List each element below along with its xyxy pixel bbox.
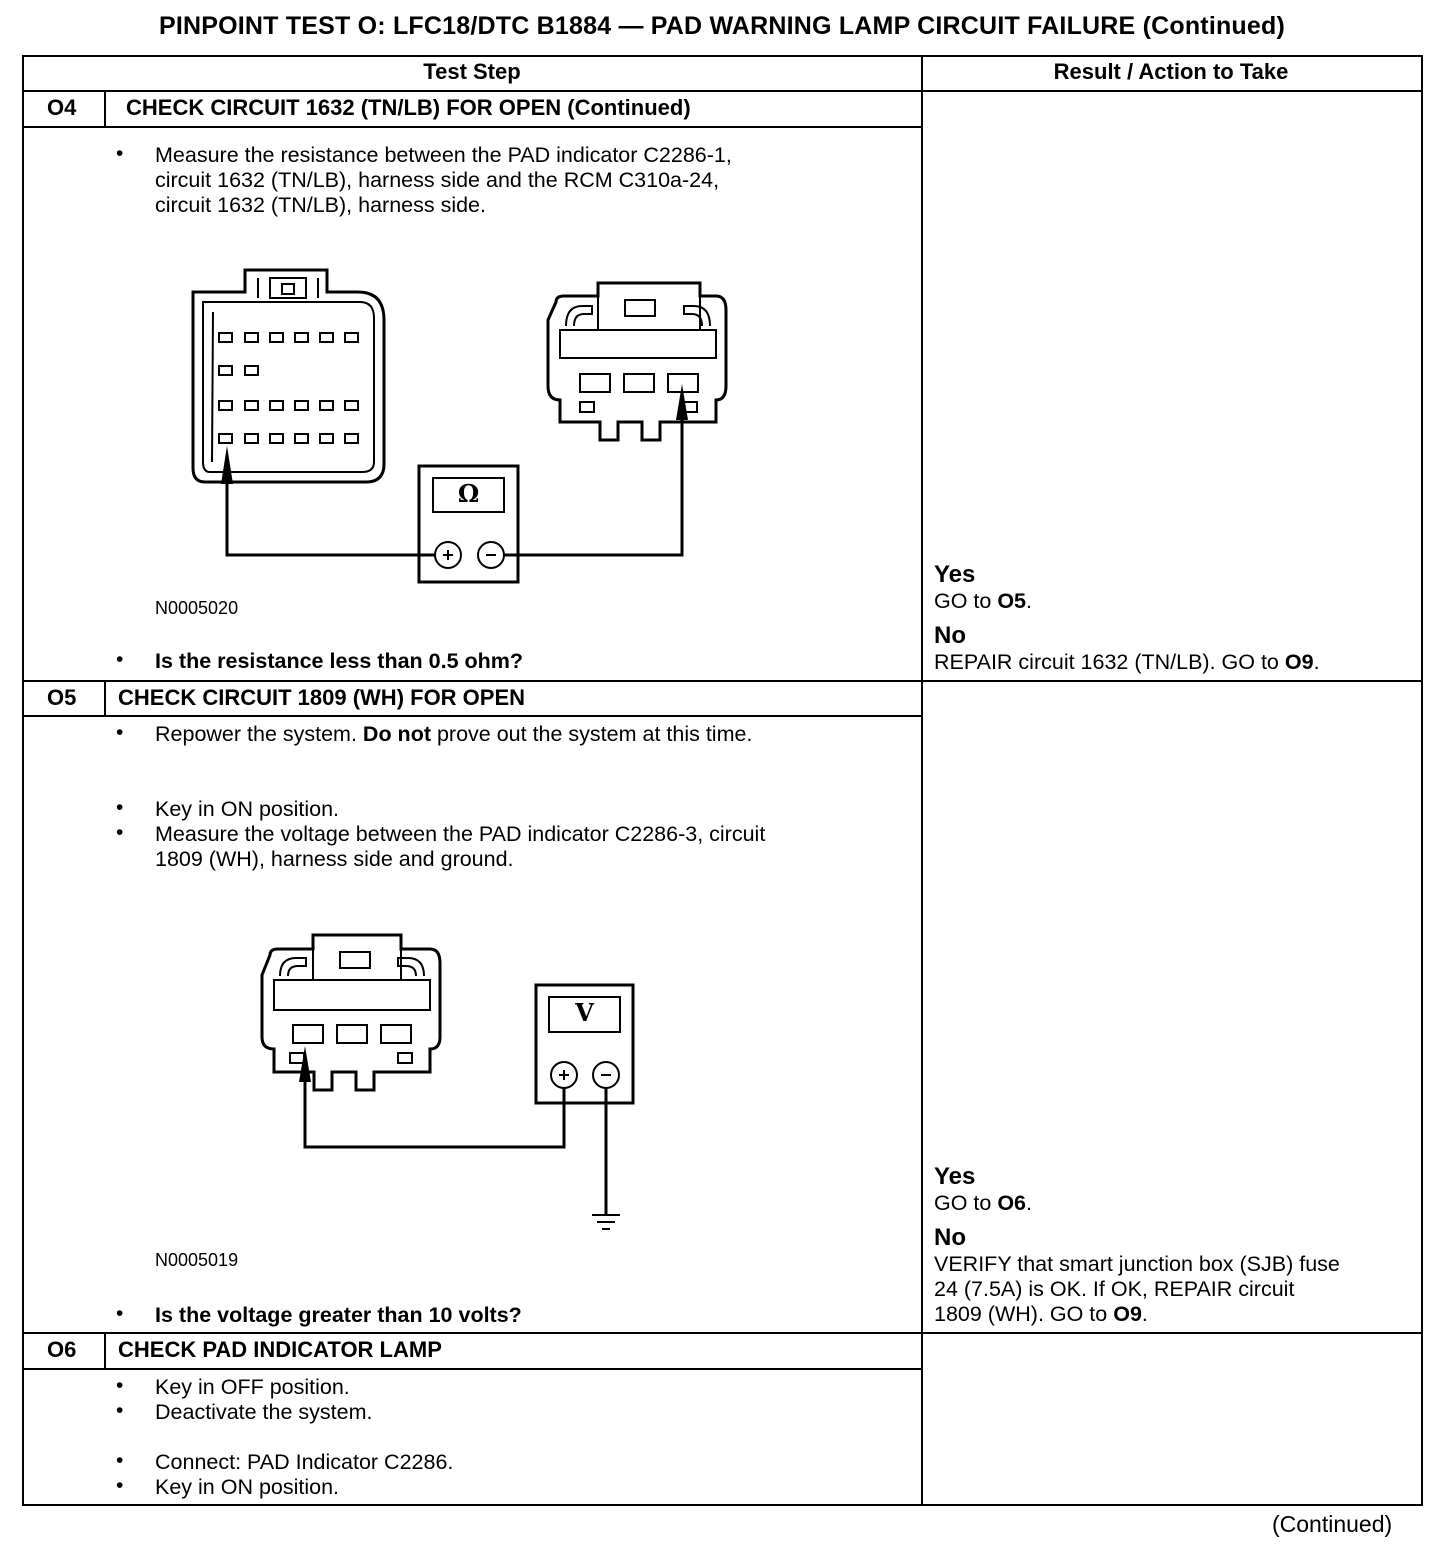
o5-no-action-line-2: 24 (7.5A) is OK. If OK, REPAIR circuit — [934, 1277, 1295, 1301]
continued-footer: (Continued) — [1272, 1511, 1393, 1537]
o5-question: Is the voltage greater than 10 volts? — [155, 1303, 522, 1327]
o5-no-action-line-1: VERIFY that smart junction box (SJB) fuse — [934, 1252, 1340, 1276]
o4-question: Is the resistance less than 0.5 ohm? — [155, 649, 524, 673]
o6-key-on-step: Key in ON position. — [155, 1475, 340, 1499]
bullet: • — [116, 1302, 124, 1325]
o5-key-on-step: Key in ON position. — [155, 797, 340, 821]
o5-no-action-line-3: 1809 (WH). GO to O9. — [934, 1302, 1148, 1326]
bullet: • — [116, 721, 124, 744]
o5-no-target-link[interactable]: O9 — [1113, 1302, 1142, 1326]
bullet: • — [116, 648, 124, 671]
o4-measure-line-1: Measure the resistance between the PAD indicator C2286-1, — [155, 143, 732, 167]
o5-no-label: No — [934, 1224, 966, 1251]
o4-no-label: No — [934, 622, 966, 649]
o4-measure-line-3: circuit 1632 (TN/LB), harness side. — [155, 193, 486, 217]
o4-yes-label: Yes — [934, 561, 976, 588]
o4-yes-target-link[interactable]: O5 — [997, 589, 1027, 613]
o4-measure-line-2: circuit 1632 (TN/LB), harness side and the RCM C310a-24, — [155, 168, 720, 192]
o4-step-heading: CHECK CIRCUIT 1632 (TN/LB) FOR OPEN (Continued) — [126, 95, 691, 120]
header-result-action: Result / Action to Take — [1053, 59, 1289, 84]
bullet: • — [116, 1399, 124, 1422]
bullet: • — [116, 1474, 124, 1497]
bullet: • — [116, 1374, 124, 1397]
o5-measure-line-2: 1809 (WH), harness side and ground. — [155, 847, 514, 871]
o6-deactivate-step: Deactivate the system. — [155, 1400, 373, 1424]
volt-symbol: V — [575, 998, 594, 1027]
ohm-symbol: Ω — [457, 479, 480, 508]
bullet: • — [116, 821, 124, 844]
header-test-step: Test Step — [423, 59, 521, 84]
o5-figure-code: N0005019 — [155, 1250, 239, 1270]
o6-step-id: O6 — [47, 1337, 77, 1362]
o6-key-off-step: Key in OFF position. — [155, 1375, 350, 1399]
ground-symbol — [592, 1215, 620, 1229]
page-title: PINPOINT TEST O: LFC18/DTC B1884 — PAD WARNING LAMP CIRCUIT FAILURE (Continued) — [158, 12, 1286, 40]
o4-step-id: O4 — [47, 95, 77, 120]
o5-yes-label: Yes — [934, 1163, 976, 1190]
o4-no-action: REPAIR circuit 1632 (TN/LB). GO to O9. — [934, 650, 1320, 674]
bullet: • — [116, 142, 124, 165]
o4-figure-code: N0005020 — [155, 598, 239, 618]
bullet: • — [116, 1449, 124, 1472]
o5-measure-line-1: Measure the voltage between the PAD indicator C2286-3, circuit — [155, 822, 766, 846]
o5-yes-action: GO to O6. — [934, 1191, 1032, 1215]
o4-no-target-link[interactable]: O9 — [1284, 650, 1314, 674]
o5-repower-step: Repower the system. Do not prove out the system at this time. — [155, 722, 753, 746]
o6-step-heading: CHECK PAD INDICATOR LAMP — [118, 1337, 442, 1362]
o5-step-heading: CHECK CIRCUIT 1809 (WH) FOR OPEN — [118, 685, 526, 710]
o5-step-id: O5 — [47, 685, 77, 710]
o5-yes-target-link[interactable]: O6 — [997, 1191, 1027, 1215]
o4-yes-action: GO to O5. — [934, 589, 1032, 613]
bullet: • — [116, 796, 124, 819]
o6-connect-step: Connect: PAD Indicator C2286. — [155, 1450, 454, 1474]
